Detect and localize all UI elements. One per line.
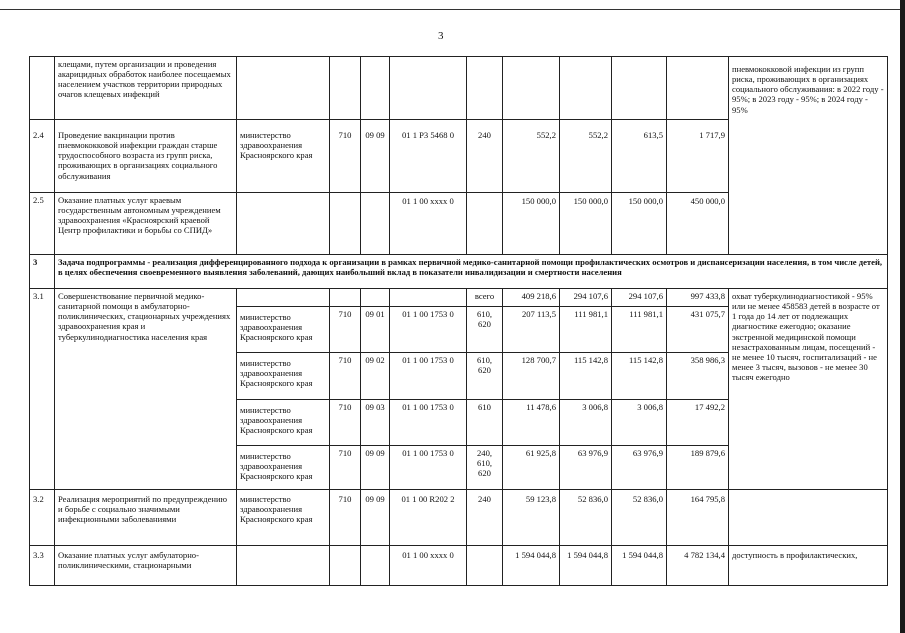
expense-type: 240 — [467, 120, 503, 193]
target-article: 01 1 00 R202 2 — [390, 490, 467, 546]
amount-total: 189 879,6 — [667, 446, 729, 490]
amount-year-2: 294 107,6 — [560, 289, 612, 307]
amount-year-3: 111 981,1 — [612, 307, 667, 353]
target-article: 01 1 00 xxxx 0 — [390, 193, 467, 255]
amount-year-2: 552,2 — [560, 120, 612, 193]
administrator: министерство здравоохранения Красноярского края — [237, 446, 330, 490]
row-number: 2.4 — [30, 120, 55, 193]
amount-year-1: 150 000,0 — [503, 193, 560, 255]
activity-name: Реализация мероприятий по предупреждению и борьбе с социально значимыми инфекционными заболеваниями — [55, 490, 237, 546]
expense-type: 240 — [467, 490, 503, 546]
administrator: министерство здравоохранения Красноярского края — [237, 490, 330, 546]
activity-name: Совершенствование первичной медико-санитарной помощи в амбулаторно-поликлинических, стационарных учреждениях здравоохранения края и туберкулинодиагностика населения края — [55, 289, 237, 490]
table-row — [30, 255, 888, 289]
expense-type: 610 — [467, 400, 503, 446]
row-number — [30, 57, 55, 120]
amount-year-1: 61 925,8 — [503, 446, 560, 490]
scan-right-edge — [900, 0, 905, 633]
expected-result: охват туберкулинодиагностикой - 95% или не менее 458583 детей в возрасте от 1 года до 14 лет от подлежащих диагностике ежегодно; оказание экстренной медицинской помощи незастрахованным лицам, посещений - не менее 10 тысяч, госпитализаций - не менее 3 тысяч, вызовов - не менее 30 тысяч ежегодно — [729, 289, 888, 490]
table-row — [30, 57, 888, 120]
target-article: 01 1 00 1753 0 — [390, 446, 467, 490]
amount-year-1: 409 218,6 — [503, 289, 560, 307]
amount-year-2: 111 981,1 — [560, 307, 612, 353]
section-code: 09 09 — [361, 490, 390, 546]
row-number: 2.5 — [30, 193, 55, 255]
target-article: 01 1 00 xxxx 0 — [390, 546, 467, 586]
table-row — [30, 490, 888, 546]
amount-year-3: 294 107,6 — [612, 289, 667, 307]
administrator: министерство здравоохранения Красноярского края — [237, 120, 330, 193]
amount-total: 17 492,2 — [667, 400, 729, 446]
amount-year-3: 52 836,0 — [612, 490, 667, 546]
amount-year-2: 150 000,0 — [560, 193, 612, 255]
activity-name: Оказание платных услуг краевым государственным автономным учреждением здравоохранения «Красноярский краевой Центр профилактики и борьбы со СПИД» — [55, 193, 237, 255]
expected-result: доступность в профилактических, — [729, 546, 888, 586]
scan-top-edge — [0, 0, 905, 10]
amount-year-3: 115 142,8 — [612, 353, 667, 400]
amount-year-1: 11 478,6 — [503, 400, 560, 446]
administrator: министерство здравоохранения Красноярского края — [237, 353, 330, 400]
administrator: министерство здравоохранения Красноярского края — [237, 400, 330, 446]
row-number: 3.1 — [30, 289, 55, 490]
amount-total: 431 075,7 — [667, 307, 729, 353]
expense-type: 610, 620 — [467, 353, 503, 400]
amount-total: 997 433,8 — [667, 289, 729, 307]
subprogram-task: Задача подпрограммы - реализация дифференцированного подхода к организации в рамках первичной медико-санитарной помощи профилактических осмотров и диспансеризации населения, в том числе детей, в целях обеспечения своевременного выявления заболеваний, дающих наибольший вклад в показатели инвалидизации и смертности населения — [55, 255, 888, 289]
section-code: 09 02 — [361, 353, 390, 400]
expense-type: 610, 620 — [467, 307, 503, 353]
amount-year-3: 613,5 — [612, 120, 667, 193]
amount-year-1: 552,2 — [503, 120, 560, 193]
amount-year-3: 1 594 044,8 — [612, 546, 667, 586]
grbs-code: 710 — [330, 446, 361, 490]
amount-total: 450 000,0 — [667, 193, 729, 255]
target-article: 01 1 00 1753 0 — [390, 307, 467, 353]
section-code: 09 03 — [361, 400, 390, 446]
amount-total: 358 986,3 — [667, 353, 729, 400]
amount-year-2: 115 142,8 — [560, 353, 612, 400]
grbs-code: 710 — [330, 490, 361, 546]
table-row — [30, 546, 888, 586]
expense-type: 240, 610, 620 — [467, 446, 503, 490]
row-number: 3.2 — [30, 490, 55, 546]
amount-total: 164 795,8 — [667, 490, 729, 546]
activity-name: клещами, путем организации и проведения акарицидных обработок наиболее посещаемых населением участков территории природных очагов клещевых инфекций — [55, 57, 237, 120]
grbs-code: 710 — [330, 353, 361, 400]
row-number: 3.3 — [30, 546, 55, 586]
table-row — [30, 289, 888, 307]
amount-year-3: 150 000,0 — [612, 193, 667, 255]
amount-year-2: 52 836,0 — [560, 490, 612, 546]
grbs-code: 710 — [330, 307, 361, 353]
amount-year-3: 63 976,9 — [612, 446, 667, 490]
section-code: 09 09 — [361, 446, 390, 490]
program-activities-table — [29, 56, 888, 586]
amount-year-1: 59 123,8 — [503, 490, 560, 546]
target-article: 01 1 00 1753 0 — [390, 400, 467, 446]
amount-year-1: 1 594 044,8 — [503, 546, 560, 586]
activity-name: Оказание платных услуг амбулаторно-поликлиническими, стационарными — [55, 546, 237, 586]
target-article: 01 1 P3 5468 0 — [390, 120, 467, 193]
amount-year-2: 3 006,8 — [560, 400, 612, 446]
target-article: 01 1 00 1753 0 — [390, 353, 467, 400]
section-code: 09 01 — [361, 307, 390, 353]
amount-year-1: 128 700,7 — [503, 353, 560, 400]
amount-year-2: 63 976,9 — [560, 446, 612, 490]
page-number: 3 — [438, 30, 444, 42]
amount-year-3: 3 006,8 — [612, 400, 667, 446]
amount-year-1: 207 113,5 — [503, 307, 560, 353]
administrator: министерство здравоохранения Красноярского края — [237, 307, 330, 353]
activity-name: Проведение вакцинации против пневмококковой инфекции граждан старше трудоспособного возраста из групп риска, проживающих в организациях социального обслуживания — [55, 120, 237, 193]
row-number: 3 — [30, 255, 55, 289]
amount-total: 1 717,9 — [667, 120, 729, 193]
amount-total: 4 782 134,4 — [667, 546, 729, 586]
amount-year-2: 1 594 044,8 — [560, 546, 612, 586]
expense-type: всего — [467, 289, 503, 307]
grbs-code: 710 — [330, 120, 361, 193]
expected-result: пневмококковой инфекции из групп риска, проживающих в организациях социального обслуживания: в 2022 году - 95%; в 2023 году - 95%; в 2024 году - 95% — [729, 57, 888, 255]
section-code: 09 09 — [361, 120, 390, 193]
grbs-code: 710 — [330, 400, 361, 446]
